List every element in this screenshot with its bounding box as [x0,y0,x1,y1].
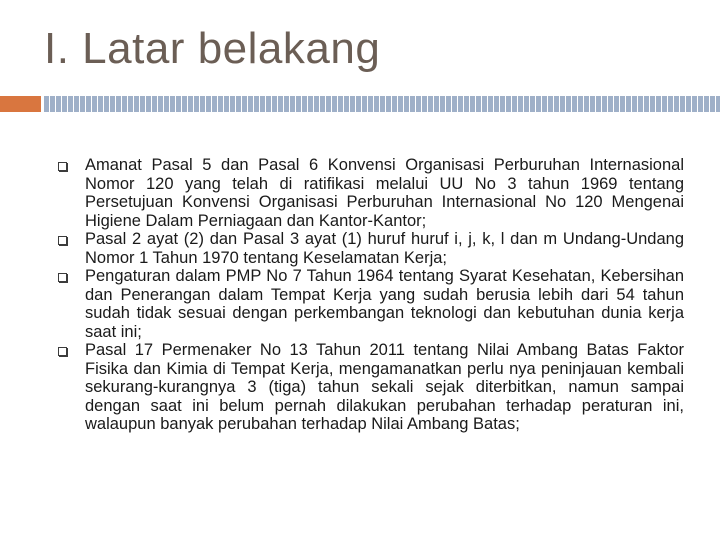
list-item [58,230,684,267]
hollow-square-bullet-icon [58,162,67,171]
hollow-square-bullet-icon [58,273,67,282]
bullet-list [58,156,684,434]
decorative-band [44,96,720,112]
accent-bar [0,96,41,112]
bullet-text: Pasal 2 ayat (2) dan Pasal 3 ayat (1) huruf huruf i, j, k, l dan m Undang-Undang Nomor 1 Tahun 1970 tentang Keselamatan Kerja; [85,230,684,267]
list-item [58,156,684,230]
bullet-text: Pasal 17 Permenaker No 13 Tahun 2011 tentang Nilai Ambang Batas Faktor Fisika dan Kimia di Tempat Kerja, mengamanatkan perlu nya peninjauan kembali sekurang-kurangnya 3 (tiga) tahun sekali sejak diterbitkan, namun sampai dengan saat ini belum pernah dilakukan perubahan terhadap peraturan ini, walaupun banyak perubahan terhadap Nilai Ambang Batas; [85,341,684,433]
bullet-text: Pengaturan dalam PMP No 7 Tahun 1964 tentang Syarat Kesehatan, Kebersihan dan Penerangan dalam Tempat Kerja yang sudah berusia lebih dari 54 tahun sudah tidak sesuai dengan perkembangan teknologi dan kebutuhan dunia kerja saat ini; [85,267,684,341]
slide-title: I. Latar belakang [44,24,381,73]
hollow-square-bullet-icon [58,347,67,356]
bullet-text: Amanat Pasal 5 dan Pasal 6 Konvensi Organisasi Perburuhan Internasional Nomor 120 yang telah di ratifikasi melalui UU No 3 tahun 1969 tentang Persetujuan Konvensi Organisasi Perburuhan Internasional No 120 Mengenai Higiene Dalam Perniagaan dan Kantor-Kantor; [85,156,684,230]
list-item [58,267,684,341]
list-item [58,341,684,434]
hollow-square-bullet-icon [58,236,67,245]
